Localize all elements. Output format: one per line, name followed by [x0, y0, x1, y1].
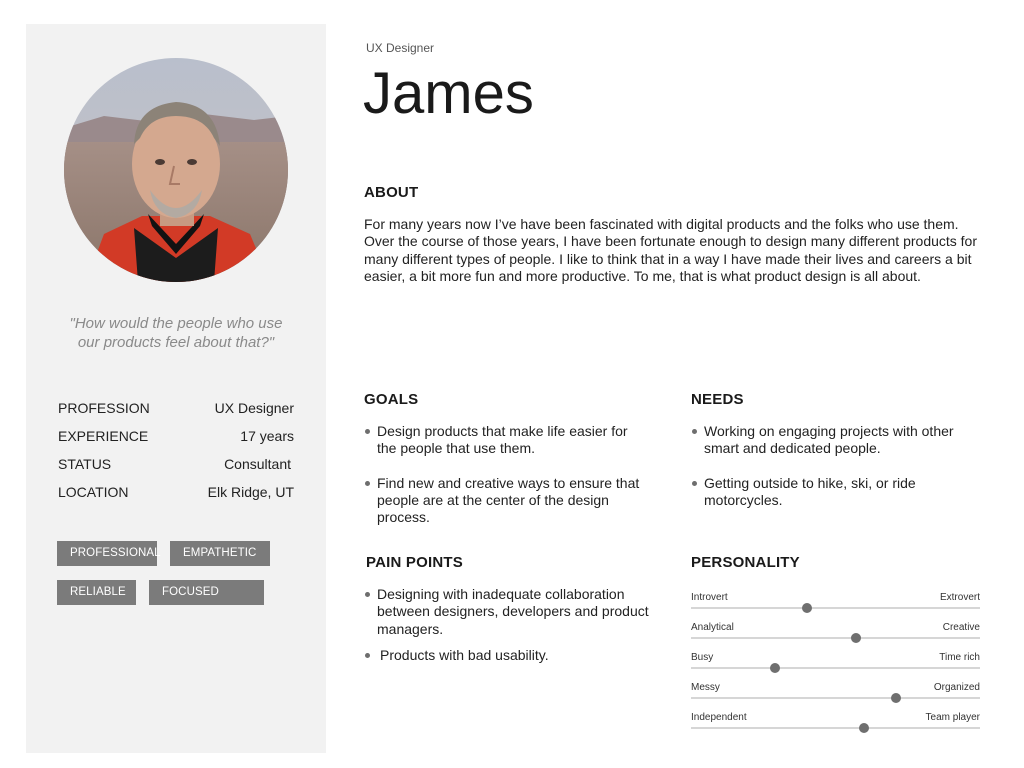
- fact-value: Consultant: [224, 456, 291, 472]
- fact-label: PROFESSION: [58, 400, 150, 416]
- fact-value: 17 years: [240, 428, 294, 444]
- pain-points-heading: PAIN POINTS: [366, 554, 463, 571]
- trait-left-label: Messy: [691, 682, 720, 693]
- trait-slider: [691, 652, 980, 682]
- fact-list: [58, 400, 294, 512]
- profile-photo: [64, 58, 288, 282]
- trait-track: [691, 727, 980, 729]
- trait-right-label: Team player: [925, 712, 980, 723]
- fact-row-location: [58, 484, 294, 512]
- trait-right-label: Extrovert: [939, 592, 980, 603]
- persona-role: UX Designer: [366, 41, 435, 55]
- fact-label: EXPERIENCE: [58, 428, 149, 444]
- trait-left-label: Introvert: [691, 592, 728, 603]
- goals-heading: GOALS: [364, 391, 419, 408]
- fact-row-status: [58, 456, 294, 484]
- persona-sidebar: [26, 24, 326, 753]
- goal-item: Find new and creative ways to ensure that people are at the center of the design process.: [364, 475, 649, 527]
- fact-label: STATUS: [58, 456, 112, 472]
- tag-focused: FOCUSED: [149, 580, 264, 605]
- trait-track: [691, 607, 980, 609]
- trait-slider: [691, 712, 980, 742]
- fact-row-profession: [58, 400, 294, 428]
- trait-track: [691, 667, 980, 669]
- goal-item: Design products that make life easier for the people that use them.: [364, 423, 649, 458]
- trait-knob: [770, 663, 780, 673]
- trait-right-label: Creative: [942, 622, 980, 633]
- need-item: Getting outside to hike, ski, or ride motorcycles.: [691, 475, 976, 510]
- pain-point-item: Products with bad usability.: [364, 647, 649, 664]
- fact-value: UX Designer: [214, 400, 294, 416]
- needs-heading: NEEDS: [691, 391, 744, 408]
- fact-value: Elk Ridge, UT: [207, 484, 294, 500]
- trait-track: [691, 637, 980, 639]
- fact-row-experience: [58, 428, 294, 456]
- personality-sliders: [691, 592, 980, 742]
- trait-slider: [691, 682, 980, 712]
- avatar: [64, 58, 288, 282]
- tag-professional: PROFESSIONAL: [57, 541, 157, 566]
- trait-knob: [859, 723, 869, 733]
- trait-left-label: Busy: [691, 652, 714, 663]
- tag-empathetic: EMPATHETIC: [170, 541, 270, 566]
- trait-knob: [851, 633, 861, 643]
- tag-reliable: RELIABLE: [57, 580, 136, 605]
- about-heading: ABOUT: [364, 184, 419, 201]
- trait-slider: [691, 622, 980, 652]
- trait-right-label: Organized: [933, 682, 980, 693]
- trait-slider: [691, 592, 980, 622]
- fact-label: LOCATION: [58, 484, 129, 500]
- trait-knob: [802, 603, 812, 613]
- goals-list: [364, 423, 649, 543]
- about-text: For many years now I’ve have been fascinated with digital products and the folks who use them. Over the course of those years, I have been fortunate enough to design many different products for many different types of people. I like to think that in a way I have made their lives and careers a bit easier, a bit more fun and more productive. To me, that is what product design is all about.: [364, 216, 978, 284]
- personality-heading: PERSONALITY: [691, 554, 800, 571]
- need-item: Working on engaging projects with other smart and dedicated people.: [691, 423, 976, 458]
- persona-quote: "How would the people who use our products feel about that?": [69, 315, 283, 351]
- trait-left-label: Analytical: [691, 622, 734, 633]
- trait-track: [691, 697, 980, 699]
- pain-points-list: [364, 586, 649, 673]
- pain-point-item: Designing with inadequate collaboration between designers, developers and product managers.: [364, 586, 649, 638]
- persona-name: James: [363, 61, 534, 126]
- needs-list: [691, 423, 976, 526]
- trait-knob: [891, 693, 901, 703]
- trait-right-label: Time rich: [939, 652, 980, 663]
- trait-left-label: Independent: [691, 712, 747, 723]
